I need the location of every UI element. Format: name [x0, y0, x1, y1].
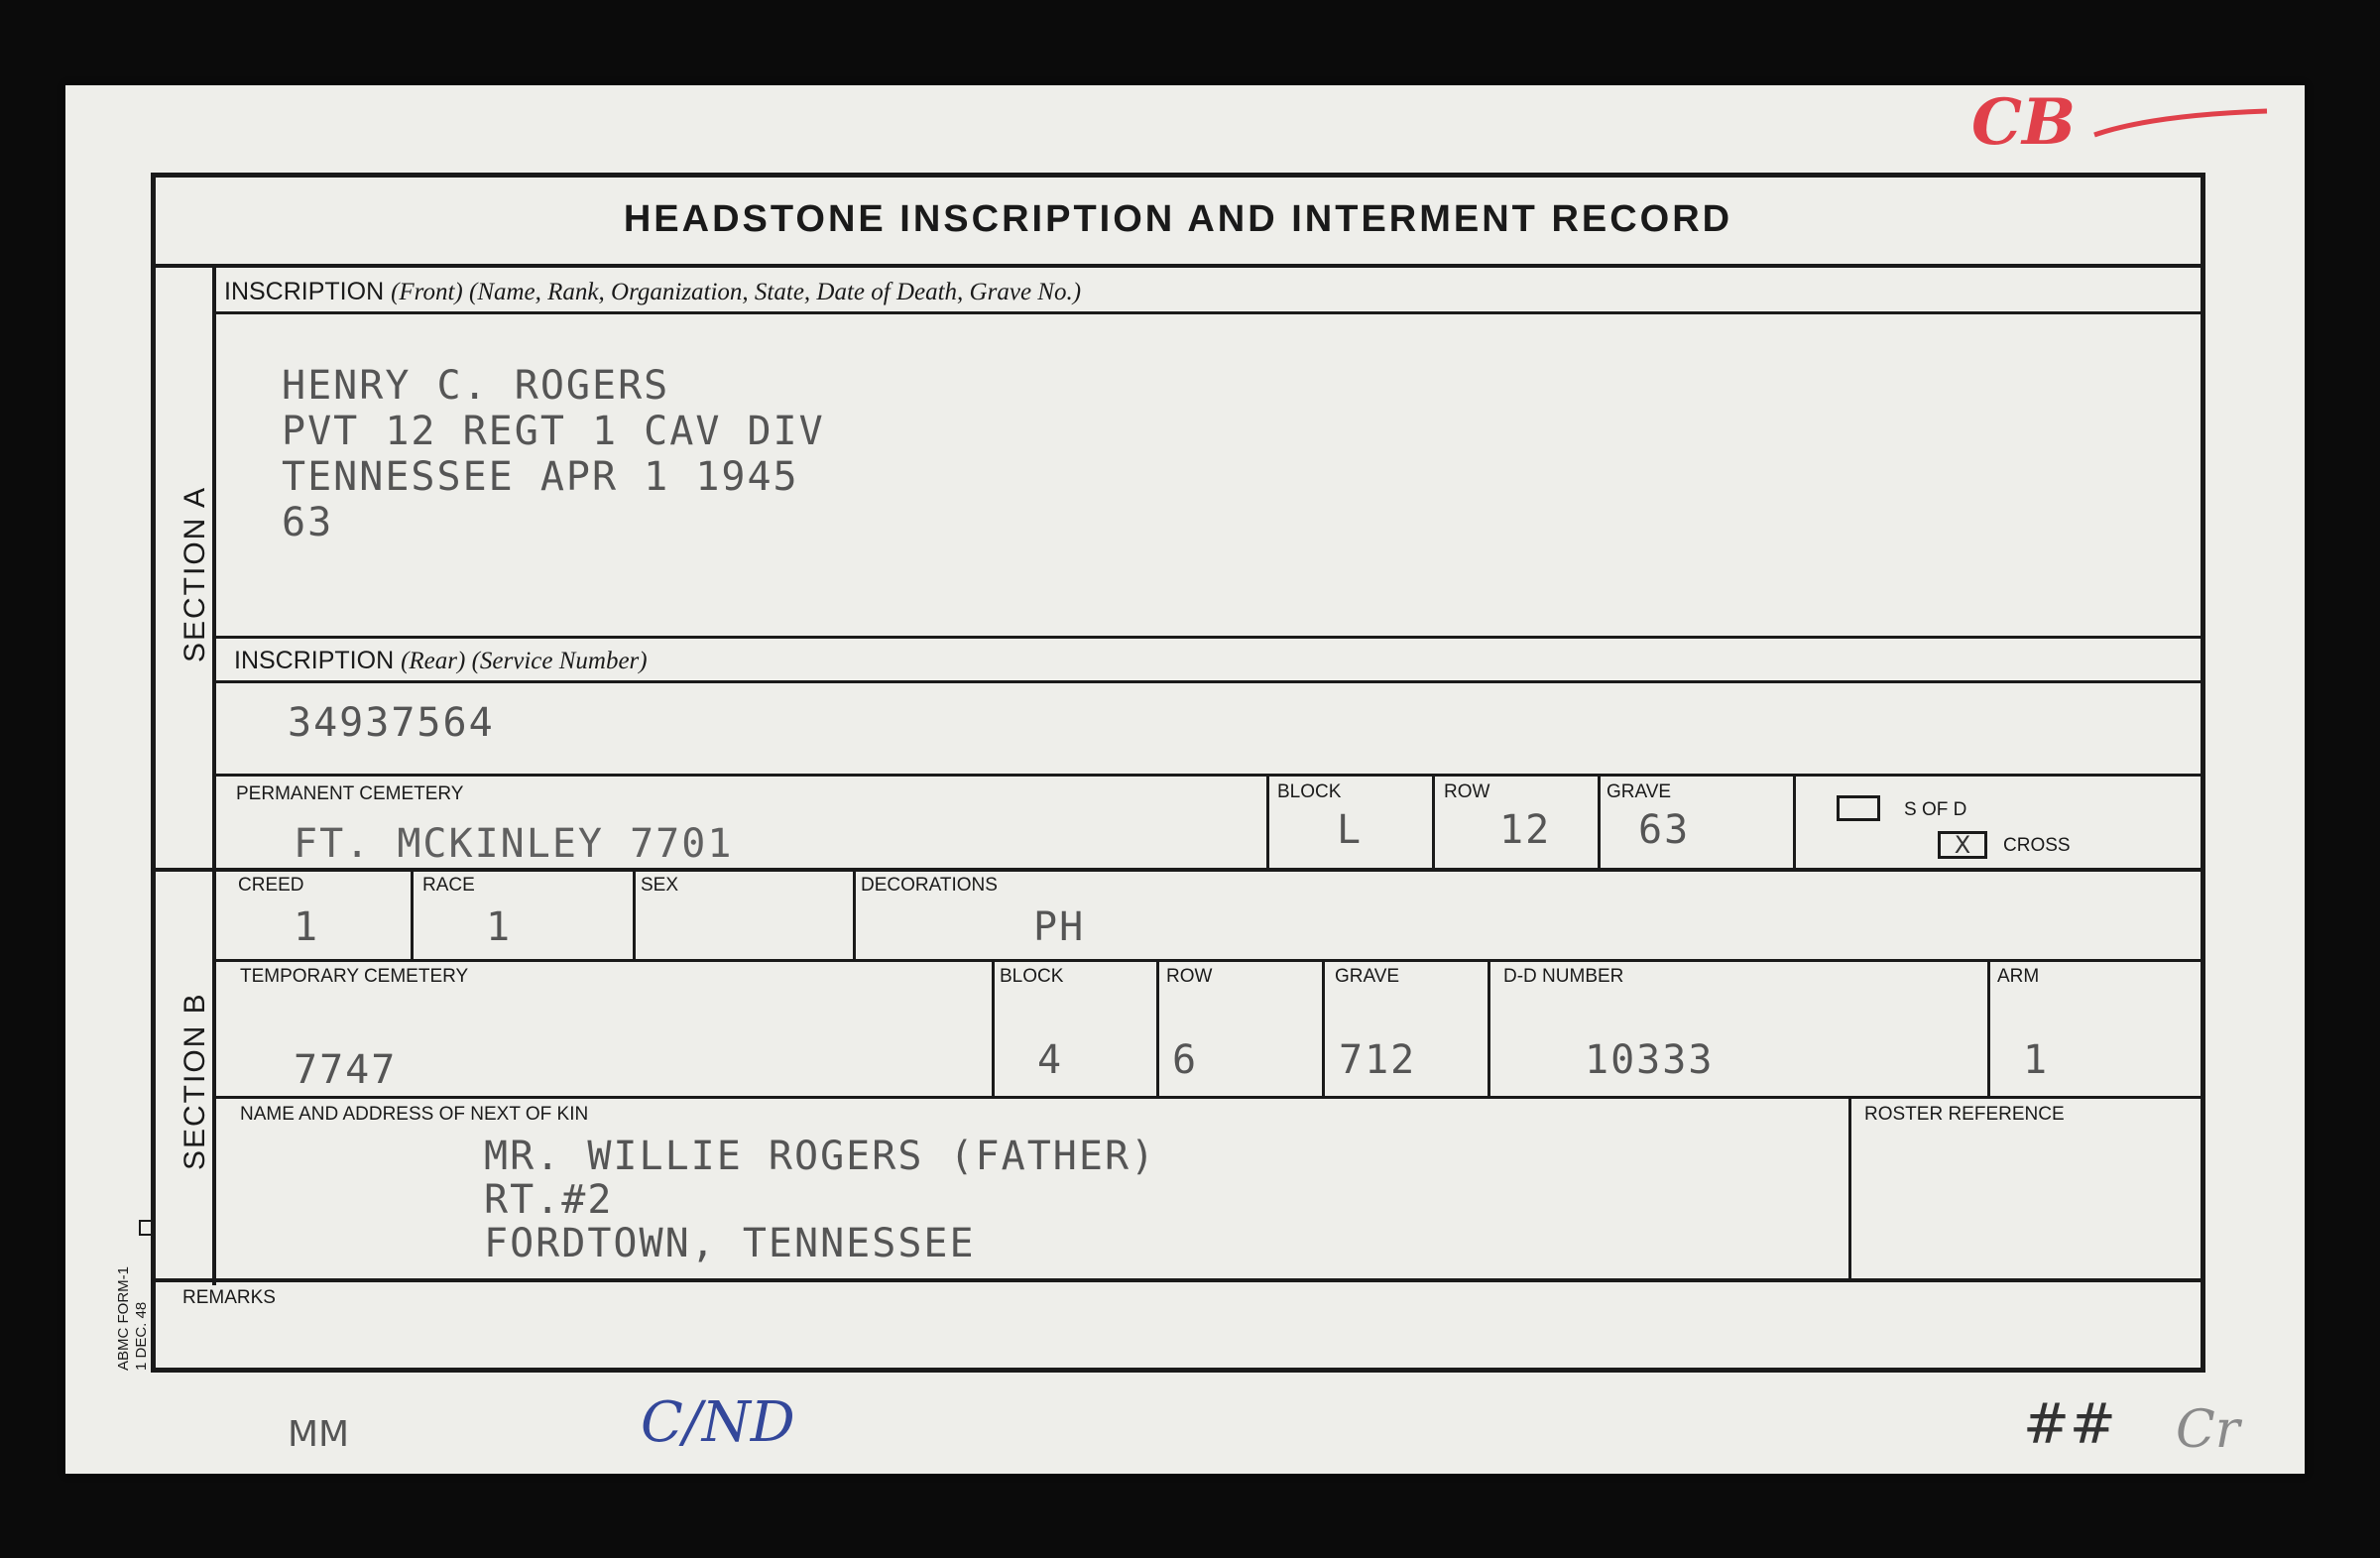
- section-b-top: [151, 868, 2205, 872]
- front-label-italic: (Front) (Name, Rank, Organization, State, Date of Death, Grave No.): [391, 279, 1082, 305]
- cross-label: CROSS: [2003, 835, 2071, 856]
- dd-number-value: 10333: [1585, 1037, 1715, 1083]
- form-id-box: [139, 1220, 155, 1236]
- temp-row-divider: [1156, 959, 1159, 1098]
- s-of-d-label: S OF D: [1904, 799, 1967, 820]
- rear-label-divider: [216, 680, 2205, 683]
- permanent-cemetery-value: FT. MCKINLEY 7701: [294, 821, 734, 867]
- remarks-label: REMARKS: [182, 1287, 276, 1308]
- temp-row-bottom: [216, 1096, 2205, 1099]
- roster-divider: [1848, 1096, 1851, 1280]
- dd-number-label: D-D NUMBER: [1503, 966, 1624, 987]
- next-of-kin-text: [484, 1135, 1156, 1265]
- creed-value: 1: [294, 904, 320, 950]
- cross-checkbox[interactable]: X: [1938, 831, 1987, 859]
- rear-section-bottom: [216, 774, 2205, 777]
- front-inscription-label: [224, 278, 1081, 306]
- perm-block-label: BLOCK: [1277, 781, 1342, 802]
- creed-row-bottom: [216, 959, 2205, 962]
- temp-block-value: 4: [1037, 1037, 1064, 1083]
- temp-grave-divider: [1322, 959, 1325, 1098]
- bottom-right-scribble: Cr: [2176, 1400, 2240, 1460]
- bottom-right-mark: ##: [2023, 1392, 2116, 1457]
- s-of-d-checkbox[interactable]: [1837, 795, 1880, 821]
- temp-row-label: ROW: [1166, 966, 1213, 987]
- bottom-left-initials: MM: [288, 1414, 350, 1455]
- perm-block-divider: [1266, 774, 1269, 869]
- title-divider: [151, 264, 2205, 268]
- dd-divider: [1488, 959, 1490, 1098]
- next-of-kin-label: NAME AND ADDRESS OF NEXT OF KIN: [240, 1104, 589, 1125]
- race-value: 1: [486, 904, 513, 950]
- perm-block-value: L: [1337, 807, 1364, 853]
- perm-grave-label: GRAVE: [1606, 781, 1672, 802]
- race-divider: [411, 870, 414, 961]
- perm-row-divider: [1432, 774, 1435, 869]
- temp-cemetery-value: 7747: [294, 1047, 398, 1093]
- creed-label: CREED: [238, 875, 304, 896]
- red-pencil-initials: CB: [1971, 85, 2077, 160]
- inscription-line-grave: 63: [282, 500, 334, 545]
- red-pencil-stroke: [2092, 105, 2271, 145]
- blue-ink-note: C/ND: [641, 1390, 795, 1455]
- perm-grave-divider: [1598, 774, 1601, 869]
- temp-grave-label: GRAVE: [1335, 966, 1400, 987]
- arm-value: 1: [2023, 1037, 2050, 1083]
- perm-grave-value: 63: [1638, 807, 1691, 853]
- sex-label: SEX: [641, 875, 679, 896]
- rear-inscription-label: [234, 647, 648, 675]
- decorations-divider: [853, 870, 856, 961]
- temp-block-label: BLOCK: [1000, 966, 1064, 987]
- roster-reference-label: ROSTER REFERENCE: [1864, 1104, 2065, 1125]
- permanent-cemetery-label: PERMANENT CEMETERY: [236, 783, 464, 804]
- inscription-line-unit: PVT 12 REGT 1 CAV DIV: [282, 409, 825, 454]
- kin-route-line: RT.#2: [484, 1177, 614, 1223]
- temp-block-divider: [992, 959, 995, 1098]
- rear-label-plain: INSCRIPTION: [234, 647, 402, 674]
- form-id: ABMC FORM-1 1 DEC. 48: [115, 1266, 150, 1371]
- arm-divider: [1987, 959, 1990, 1098]
- front-label-plain: INSCRIPTION: [224, 278, 392, 305]
- inscription-line-state-date: TENNESSEE APR 1 1945: [282, 454, 799, 500]
- decorations-label: DECORATIONS: [861, 875, 998, 896]
- decorations-value: PH: [1033, 904, 1086, 950]
- section-a-label: SECTION A: [178, 485, 211, 662]
- section-b-label: SECTION B: [178, 992, 211, 1170]
- remarks-top: [151, 1278, 2205, 1282]
- front-inscription-text: [282, 363, 825, 545]
- kin-name-line: MR. WILLIE ROGERS (FATHER): [484, 1134, 1157, 1179]
- sex-divider: [633, 870, 636, 961]
- front-section-bottom: [216, 636, 2205, 639]
- perm-row-label: ROW: [1444, 781, 1490, 802]
- service-number: 34937564: [288, 700, 495, 746]
- temp-grave-value: 712: [1339, 1037, 1417, 1083]
- temp-cemetery-label: TEMPORARY CEMETERY: [240, 966, 469, 987]
- form-title: HEADSTONE INSCRIPTION AND INTERMENT RECORD: [623, 198, 1733, 240]
- rear-label-italic: (Rear) (Service Number): [401, 648, 648, 674]
- arm-label: ARM: [1997, 966, 2040, 987]
- perm-row-value: 12: [1499, 807, 1552, 853]
- form-frame: [151, 173, 2205, 1373]
- temp-row-value: 6: [1172, 1037, 1199, 1083]
- inscription-line-name: HENRY C. ROGERS: [282, 363, 670, 409]
- race-label: RACE: [422, 875, 475, 896]
- front-label-divider: [216, 311, 2205, 314]
- kin-town-line: FORDTOWN, TENNESSEE: [484, 1221, 976, 1266]
- marker-type-divider: [1793, 774, 1796, 869]
